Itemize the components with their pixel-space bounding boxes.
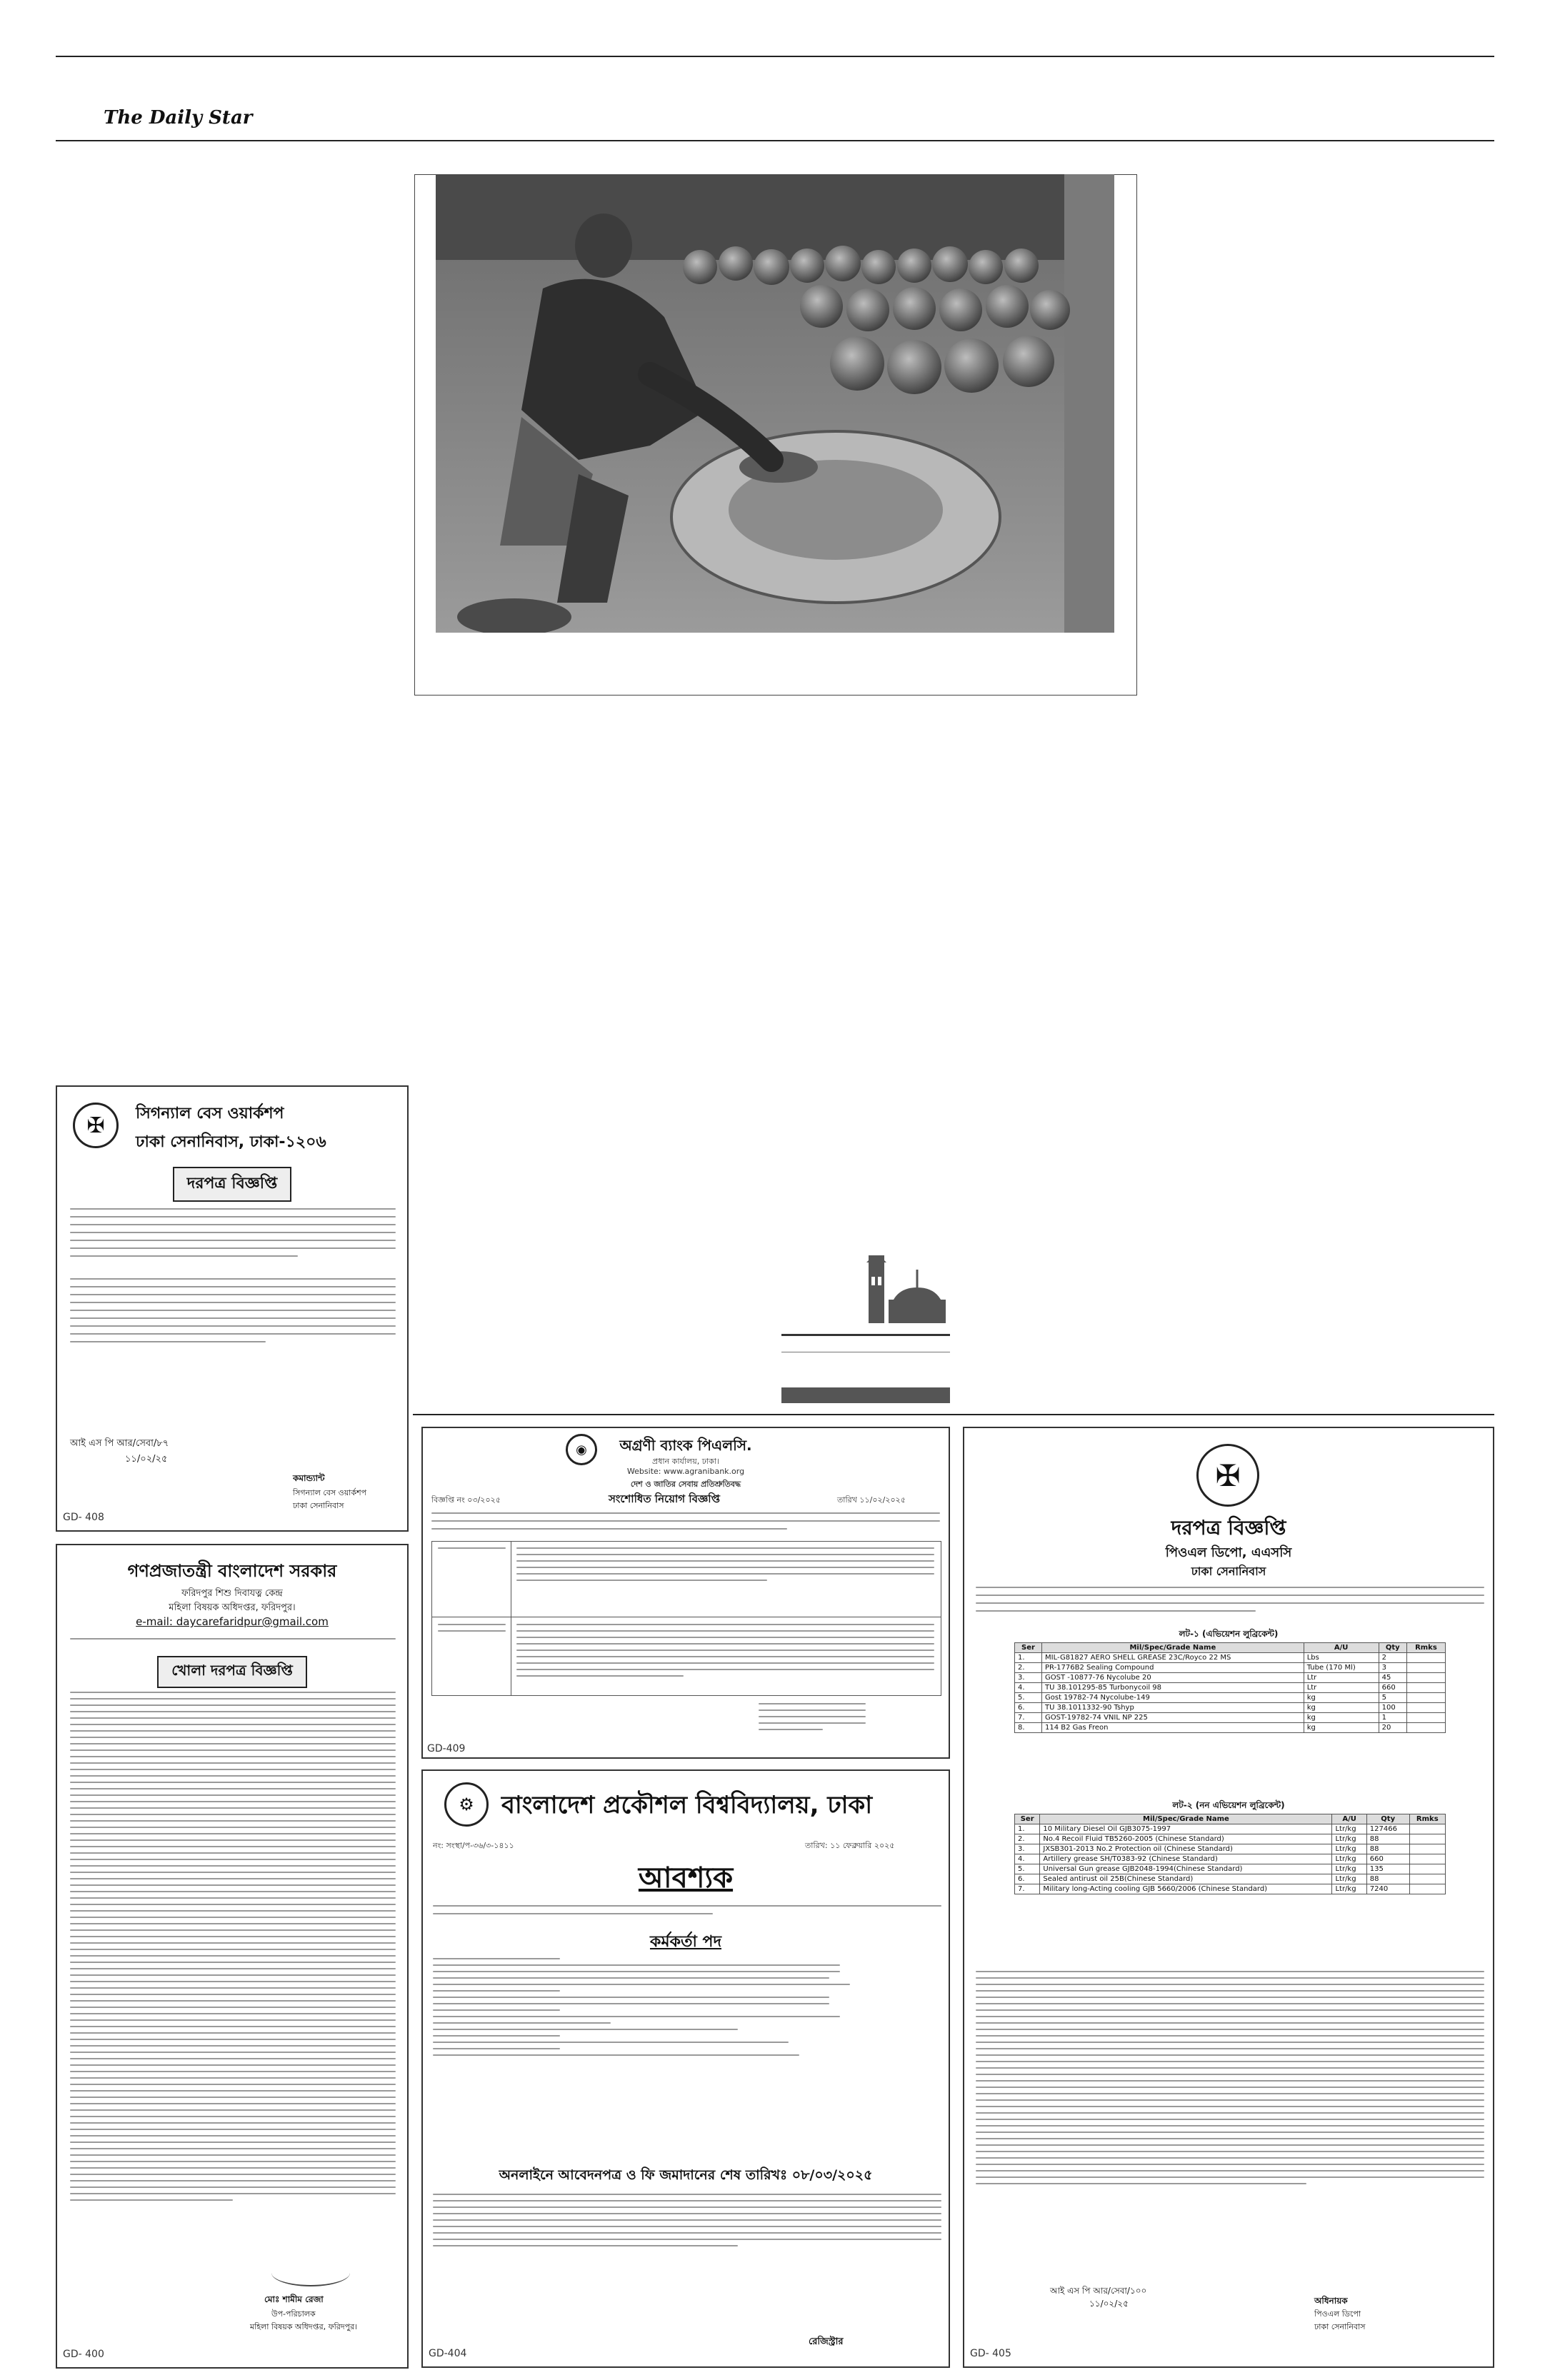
lot2-cell: Ltr/kg — [1332, 1884, 1366, 1894]
ad-agrani-table — [431, 1541, 941, 1696]
potter-photo-illustration — [436, 174, 1114, 633]
ad-400-signature — [271, 2259, 350, 2286]
lot1-row — [1015, 1683, 1446, 1693]
lot1-cell — [1406, 1683, 1445, 1693]
lot2-cell — [1409, 1884, 1445, 1894]
ad-405-org: পিওএল ডিপো, এএসসি — [1165, 1545, 1292, 1560]
lot1-cell: 3. — [1015, 1673, 1042, 1683]
col-au-2: A/U — [1332, 1814, 1366, 1824]
col-qty: Qty — [1379, 1643, 1406, 1653]
lot2-cell: Universal Gun grease GJB2048-1994(Chinese Standard) — [1040, 1864, 1332, 1874]
lot2-cell — [1409, 1864, 1445, 1874]
ad-408-body-text-2 — [70, 1278, 396, 1349]
lot1-cell: 6. — [1015, 1703, 1042, 1713]
ad-405-lot1-title: লট-১ (এভিয়েশন লুব্রিকেন্ট) — [1179, 1629, 1279, 1639]
lot1-cell — [1406, 1713, 1445, 1723]
ad-404-code: GD-404 — [429, 2348, 467, 2359]
ad-400-email: e-mail: daycarefaridpur@gmail.com — [136, 1615, 329, 1628]
ad-400-body-text — [70, 1692, 396, 2206]
lot2-cell: 3. — [1015, 1844, 1040, 1854]
lot1-cell: 1. — [1015, 1653, 1042, 1663]
army-emblem-icon: ✠ — [73, 1103, 119, 1148]
lot2-cell: 88 — [1366, 1834, 1409, 1844]
lot2-cell: Ltr/kg — [1332, 1874, 1366, 1884]
ad-404-notice-title: আবশ্যক — [638, 1862, 734, 1894]
lot1-cell: GOST -10877-76 Nycolube 20 — [1042, 1673, 1304, 1683]
lot2-row — [1015, 1864, 1446, 1874]
ad-404-deadline: অনলাইনে আবেদনপত্র ও ফি জমাদানের শেষ তারিখঃ ০৮/০৩/২০২৫ — [499, 2167, 873, 2183]
ad-400-code: GD- 400 — [63, 2349, 104, 2360]
ad-pol-depot — [963, 1427, 1494, 2368]
masthead-rule — [56, 140, 1494, 141]
ad-faridpur-daycare — [56, 1544, 409, 2369]
ad-agrani-code: GD-409 — [427, 1743, 466, 1754]
lot2-cell: Ltr/kg — [1332, 1864, 1366, 1874]
col-ser-2: Ser — [1015, 1814, 1040, 1824]
ad-404-date: তারিখ: ১১ ফেব্রুয়ারি ২০২৫ — [805, 1841, 895, 1850]
lot1-cell — [1406, 1653, 1445, 1663]
col-rmks: Rmks — [1406, 1643, 1445, 1653]
ad-408-date: ১১/০২/২৫ — [125, 1454, 168, 1465]
lot1-cell — [1406, 1693, 1445, 1703]
lot2-row — [1015, 1884, 1446, 1894]
ad-404-positions — [433, 1958, 941, 2061]
ad-agrani-signer — [759, 1703, 866, 1735]
lot1-cell: MIL-G81827 AERO SHELL GREASE 23C/Royco 22 MS — [1042, 1653, 1304, 1663]
ad-408-ref: আই এস পি আর/সেবা/৮৭ — [70, 1438, 169, 1449]
lot1-cell: Gost 19782-74 Nycolube-149 — [1042, 1693, 1304, 1703]
lot1-cell: 8. — [1015, 1723, 1042, 1733]
lot2-cell: Sealed antirust oil 25B(Chinese Standard) — [1040, 1874, 1332, 1884]
lot2-cell: 127466 — [1366, 1824, 1409, 1834]
lot1-cell: TU 38.101295-85 Turbonycoil 98 — [1042, 1683, 1304, 1693]
ad-405-lot1-table — [1014, 1642, 1446, 1733]
masthead-title: The Daily Star — [104, 107, 253, 129]
ad-agrani-website: Website: www.agranibank.org — [626, 1467, 745, 1476]
lot1-cell: 2 — [1379, 1653, 1406, 1663]
lot2-cell: 10 Military Diesel Oil GJB3075-1997 — [1040, 1824, 1332, 1834]
agrani-bank-logo-icon: ◉ — [566, 1434, 597, 1465]
ad-agrani-sub: প্রধান কার্যালয়, ঢাকা। — [652, 1457, 719, 1466]
ad-signal-base-workshop — [56, 1085, 409, 1532]
lot2-cell: 7240 — [1366, 1884, 1409, 1894]
lot2-cell — [1409, 1874, 1445, 1884]
ad-400-dept2: মহিলা বিষয়ক অধিদপ্তর, ফরিদপুর। — [169, 1602, 296, 1613]
lot2-cell: Ltr/kg — [1332, 1854, 1366, 1864]
ad-400-signer-name: মোঃ শামীম রেজা — [264, 2294, 324, 2304]
lot2-cell: Artillery grease SH/T0383-92 (Chinese Standard) — [1040, 1854, 1332, 1864]
lot1-cell — [1406, 1663, 1445, 1673]
lot2-cell — [1409, 1824, 1445, 1834]
ad-405-notice-title: দরপত্র বিজ্ঞপ্তি — [1171, 1516, 1286, 1540]
ad-408-address: ঢাকা সেনানিবাস, ঢাকা-১২০৬ — [136, 1133, 326, 1151]
lot1-cell: 20 — [1379, 1723, 1406, 1733]
lot2-cell: JXSB301-2013 No.2 Protection oil (Chinese Standard) — [1040, 1844, 1332, 1854]
lot1-cell: kg — [1304, 1703, 1379, 1713]
lot2-cell: 660 — [1366, 1854, 1409, 1864]
lot2-cell — [1409, 1834, 1445, 1844]
lot1-cell: Lbs — [1304, 1653, 1379, 1663]
lot2-cell: 5. — [1015, 1864, 1040, 1874]
lot1-row — [1015, 1703, 1446, 1713]
lot1-row — [1015, 1673, 1446, 1683]
lot2-row — [1015, 1834, 1446, 1844]
lot2-cell: 135 — [1366, 1864, 1409, 1874]
ad-408-signer-place: ঢাকা সেনানিবাস — [293, 1501, 344, 1510]
lot1-cell: 2. — [1015, 1663, 1042, 1673]
lot1-cell: 5 — [1379, 1693, 1406, 1703]
ad-404-ref: নং: সংস্থা/প-৩৬/৩-১৪১১ — [433, 1841, 514, 1850]
lot1-cell: 5. — [1015, 1693, 1042, 1703]
ad-405-lot2-table — [1014, 1814, 1446, 1894]
ad-agrani-bank — [421, 1427, 950, 1759]
lot1-cell: TU 38.1011332-90 Tshyp — [1042, 1703, 1304, 1713]
ad-agrani-bank-name: অগ্রণী ব্যাংক পিএলসি. — [619, 1437, 752, 1454]
lot1-cell: 114 B2 Gas Freon — [1042, 1723, 1304, 1733]
lot1-cell: GOST-19782-74 VNIL NP 225 — [1042, 1713, 1304, 1723]
ad-agrani-ref: বিজ্ঞপ্তি নং ০৩/২০২৫ — [431, 1495, 501, 1505]
lot2-row — [1015, 1824, 1446, 1834]
ad-404-section: কর্মকর্তা পদ — [649, 1933, 722, 1951]
ad-408-org: সিগন্যাল বেস ওয়ার্কশপ — [136, 1105, 284, 1123]
ad-404-instructions — [433, 2194, 941, 2251]
ad-400-signer-org: মহিলা বিষয়ক অধিদপ্তর, ফরিদপুর। — [250, 2322, 358, 2331]
lot1-row — [1015, 1663, 1446, 1673]
lot1-row — [1015, 1693, 1446, 1703]
ad-405-terms — [976, 1971, 1484, 2189]
ad-agrani-tagline: দেশ ও জাতির সেবায় প্রতিশ্রুতিবদ্ধ — [630, 1480, 741, 1489]
col-rmks-2: Rmks — [1409, 1814, 1445, 1824]
ad-405-signer-place: ঢাকা সেনানিবাস — [1314, 2322, 1366, 2331]
col-name-2: Mil/Spec/Grade Name — [1040, 1814, 1332, 1824]
lot1-cell: PR-1776B2 Sealing Compound — [1042, 1663, 1304, 1673]
lot1-cell — [1406, 1673, 1445, 1683]
ad-buet — [421, 1769, 950, 2368]
lot2-row — [1015, 1854, 1446, 1864]
lot1-cell: Tube (170 Ml) — [1304, 1663, 1379, 1673]
lot2-cell: 4. — [1015, 1854, 1040, 1864]
lot1-cell: kg — [1304, 1693, 1379, 1703]
lot1-cell: 3 — [1379, 1663, 1406, 1673]
ad-405-code: GD- 405 — [970, 2348, 1011, 2359]
lot2-cell: Ltr/kg — [1332, 1844, 1366, 1854]
lot2-cell: 6. — [1015, 1874, 1040, 1884]
lot1-cell: Ltr — [1304, 1673, 1379, 1683]
ad-400-govt: গণপ্রজাতন্ত্রী বাংলাদেশ সরকার — [127, 1561, 337, 1581]
ad-408-signer-role: কমান্ড্যান্ট — [293, 1473, 325, 1483]
army-emblem-icon-2: ✠ — [1196, 1444, 1259, 1507]
lot1-cell: Ltr — [1304, 1683, 1379, 1693]
lot2-cell: No.4 Recoil Fluid TB5260-2005 (Chinese Standard) — [1040, 1834, 1332, 1844]
lot1-cell: 100 — [1379, 1703, 1406, 1713]
lot2-cell — [1409, 1854, 1445, 1864]
lot2-row — [1015, 1874, 1446, 1884]
ads-section-rule — [413, 1414, 1494, 1415]
lot2-cell: 2. — [1015, 1834, 1040, 1844]
ad-400-signer-role: উপ-পরিচালক — [271, 2309, 316, 2319]
ad-400-memo-line — [70, 1638, 396, 1646]
lot2-cell: Military long-Acting cooling GJB 5660/2006 (Chinese Standard) — [1040, 1884, 1332, 1894]
ad-400-notice-title: খোলা দরপত্র বিজ্ঞপ্তি — [157, 1656, 307, 1688]
lot1-cell: 4. — [1015, 1683, 1042, 1693]
col-name: Mil/Spec/Grade Name — [1042, 1643, 1304, 1653]
lot2-cell: 88 — [1366, 1874, 1409, 1884]
lot1-cell: kg — [1304, 1713, 1379, 1723]
ad-405-date: ১১/০২/২৫ — [1089, 2299, 1129, 2309]
ad-405-lot2-title: লট-২ (নন এভিয়েশন লুব্রিকেন্ট) — [1172, 1800, 1285, 1810]
lot2-cell: 1. — [1015, 1824, 1040, 1834]
lot1-cell: 7. — [1015, 1713, 1042, 1723]
col-qty-2: Qty — [1366, 1814, 1409, 1824]
potter-photo — [436, 174, 1114, 633]
ad-agrani-intro — [431, 1512, 940, 1536]
ad-400-dept1: ফরিদপুর শিশু দিবাযত্ন কেন্দ্র — [181, 1588, 283, 1599]
top-rule — [56, 56, 1494, 57]
ad-404-signer: রেজিস্ট্রার — [809, 2336, 844, 2347]
lot2-row — [1015, 1844, 1446, 1854]
buet-logo-icon: ⚙ — [444, 1782, 489, 1827]
col-ser: Ser — [1015, 1643, 1042, 1653]
ad-405-place: ঢাকা সেনানিবাস — [1191, 1565, 1266, 1578]
lot1-cell — [1406, 1723, 1445, 1733]
ad-405-para-1 — [976, 1587, 1484, 1618]
ad-408-notice-title: দরপত্র বিজ্ঞপ্তি — [173, 1167, 291, 1202]
ad-405-signer-role: অধিনায়ক — [1314, 2296, 1348, 2306]
lot2-cell: 88 — [1366, 1844, 1409, 1854]
ad-405-signer-org: পিওএল ডিপো — [1314, 2309, 1361, 2319]
col-au: A/U — [1304, 1643, 1379, 1653]
ad-agrani-notice-title: সংশোধিত নিয়োগ বিজ্ঞপ্তি — [609, 1492, 720, 1505]
lot1-cell: 660 — [1379, 1683, 1406, 1693]
lot1-row — [1015, 1713, 1446, 1723]
lot1-cell — [1406, 1703, 1445, 1713]
lot2-cell: Ltr/kg — [1332, 1834, 1366, 1844]
ad-408-body-text — [70, 1208, 396, 1263]
ad-404-univ: বাংলাদেশ প্রকৌশল বিশ্ববিদ্যালয়, ঢাকা — [501, 1791, 873, 1819]
ad-405-ref: আই এস পি আর/সেবা/১০০ — [1050, 2286, 1147, 2296]
lot1-cell: 1 — [1379, 1713, 1406, 1723]
ad-408-code: GD- 408 — [63, 1512, 104, 1523]
mosque-icon — [781, 1255, 950, 1405]
lot1-row — [1015, 1653, 1446, 1663]
ad-agrani-date: তারিখ ১১/০২/২০২৫ — [837, 1495, 906, 1505]
lot1-cell: 45 — [1379, 1673, 1406, 1683]
lot2-cell: 7. — [1015, 1884, 1040, 1894]
ad-408-signer-org: সিগন্যাল বেস ওয়ার্কশপ — [293, 1488, 367, 1497]
mosque-logo — [781, 1255, 950, 1405]
lot1-cell: kg — [1304, 1723, 1379, 1733]
lot1-row — [1015, 1723, 1446, 1733]
lot2-cell — [1409, 1844, 1445, 1854]
lot2-cell: Ltr/kg — [1332, 1824, 1366, 1834]
ad-404-intro — [433, 1905, 941, 1921]
